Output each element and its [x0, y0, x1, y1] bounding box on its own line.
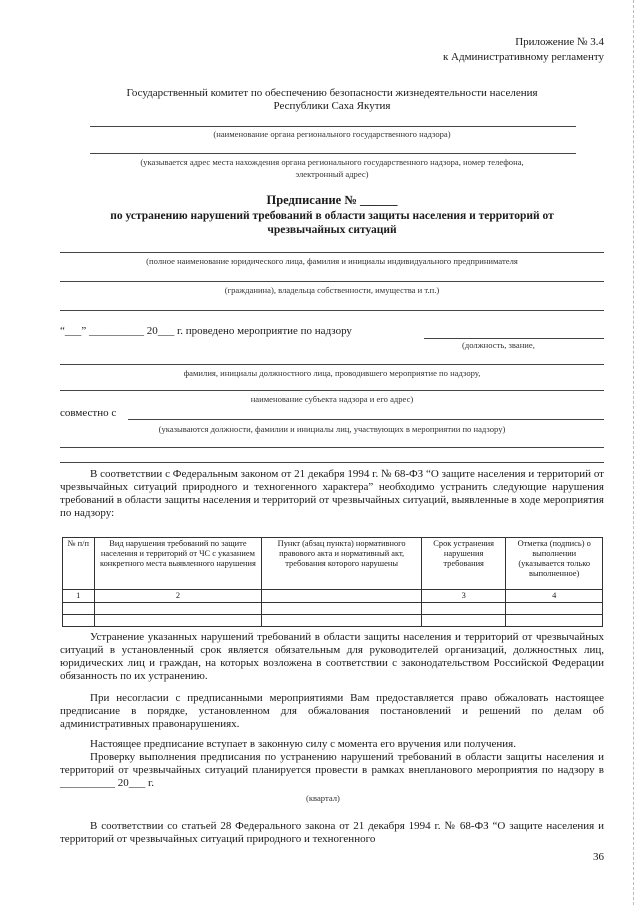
object-hint: наименование субъекта надзора и его адрес): [250, 394, 414, 404]
table-cell: 2: [94, 590, 262, 603]
article-28-paragraph: В соответствии со статьей 28 Федерального закона от 21 декабря 1994 г. № 68-ФЗ “О защите населения и территорий от чрезвычайных ситуаций природного и техногенного: [60, 820, 604, 845]
subject-hint-2: (гражданина), владельца собственности, имущества и т.п.): [224, 285, 440, 295]
table-row: [63, 603, 603, 615]
document-subtitle-line2: чрезвычайных ситуаций: [267, 224, 397, 236]
table-cell: [421, 603, 505, 615]
table-cell: [262, 603, 422, 615]
address-hint-1: (указывается адрес места нахождения органа регионального государственного надзора, номер телефона,: [140, 157, 524, 167]
header-deadline: Срок устранения нарушения требования: [421, 538, 505, 590]
obligation-paragraph: Устранение указанных нарушений требований в области защиты населения и территорий от чрезвычайных ситуаций в установленный срок является обязательным для руководителей организаций, должностных лиц, юридических лиц и граждан, на которых возложена в соответствии с законодательством Российской Федерации обязанность по их устранению.: [60, 631, 604, 682]
quarter-hint: (квартал): [306, 793, 340, 803]
header-legal-act: Пункт (абзац пункта) нормативного правового акта и нормативный акт, требования которого нарушены: [262, 538, 422, 590]
violations-table: [62, 537, 603, 627]
scan-edge: [633, 0, 640, 905]
organ-hint: (наименование органа регионального государственного надзора): [213, 129, 451, 139]
authority-name-line1: Государственный комитет по обеспечению безопасности жизнедеятельности населения: [126, 87, 538, 99]
position-hint: (должность, звание,: [462, 340, 535, 350]
appendix-label: Приложение № 3.4: [515, 36, 604, 48]
header-number: № п/п: [63, 538, 95, 590]
header-violation: Вид нарушения требований по защите населения и территорий от ЧС с указанием конкретного места выявленного нарушения: [94, 538, 262, 590]
table-cell: [63, 615, 95, 627]
table-cell: 4: [506, 590, 603, 603]
fio-line: [60, 364, 604, 365]
table-cell: [421, 615, 505, 627]
participants-hint: (указываются должности, фамилии и инициалы лиц, участвующих в мероприятии по надзору): [158, 424, 506, 434]
address-line: [90, 153, 576, 154]
table-header-row: [63, 538, 603, 590]
inspection-paragraph: Проверку выполнения предписания по устранению нарушений требований в области защиты населения и территорий от чрезвычайных ситуаций планируется провести в рамках внепланового мероприятия по надзору в __________ 20___ г.: [60, 751, 604, 789]
legal-basis-paragraph: В соответствии с Федеральным законом от 21 декабря 1994 г. № 68-ФЗ “О защите населения и территорий от чрезвычайных ситуаций природного и техногенного характера” необходимо устранить следующие нарушения требований в области защиты населения и территорий от чрезвычайных ситуаций, выявленные в ходе мероприятия по надзору:: [60, 468, 604, 519]
object-line: [60, 390, 604, 391]
table-row: [63, 615, 603, 627]
header-completion-mark: Отметка (подпись) о выполнении (указывается только выполненное): [506, 538, 603, 590]
jointly-label: совместно с: [60, 407, 117, 419]
organ-line: [90, 126, 576, 127]
page-number: 36: [593, 851, 604, 863]
participants-line-2: [60, 447, 604, 448]
subject-line-3: [60, 310, 604, 311]
participants-line: [128, 419, 604, 420]
authority-name-line2: Республики Саха Якутия: [273, 100, 391, 112]
table-cell: [94, 603, 262, 615]
fio-hint: фамилия, инициалы должностного лица, проводившего мероприятие по надзору,: [183, 368, 481, 378]
document-subtitle-line1: по устранению нарушений требований в области защиты населения и территорий от: [110, 210, 554, 222]
table-cell: [262, 590, 422, 603]
table-cell: [506, 615, 603, 627]
subject-line-2: [60, 281, 604, 282]
table-cell: [63, 603, 95, 615]
subject-hint-1: (полное наименование юридического лица, фамилия и инициалы индивидуального предпринимателя: [146, 256, 518, 266]
participants-line-3: [60, 462, 604, 463]
table-row: [63, 590, 603, 603]
effect-paragraph: Настоящее предписание вступает в законную силу с момента его вручения или получения.: [90, 738, 516, 750]
table-cell: 1: [63, 590, 95, 603]
subject-line-1: [60, 252, 604, 253]
appeal-paragraph: При несогласии с предписанными мероприятиями Вам предоставляется право обжаловать настоящее предписание в порядке, установленном для обжалования постановлений и решений по делам об административных правонарушениях.: [60, 692, 604, 730]
regulation-label: к Административному регламенту: [442, 51, 604, 63]
table-cell: 3: [421, 590, 505, 603]
event-date-line: “___” __________ 20___ г. проведено мероприятие по надзору: [60, 325, 352, 337]
document-title: Предписание № ______: [266, 193, 398, 207]
table-cell: [262, 615, 422, 627]
table-cell: [506, 603, 603, 615]
address-hint-2: электронный адрес): [295, 169, 369, 179]
position-line: [424, 338, 604, 339]
table-cell: [94, 615, 262, 627]
